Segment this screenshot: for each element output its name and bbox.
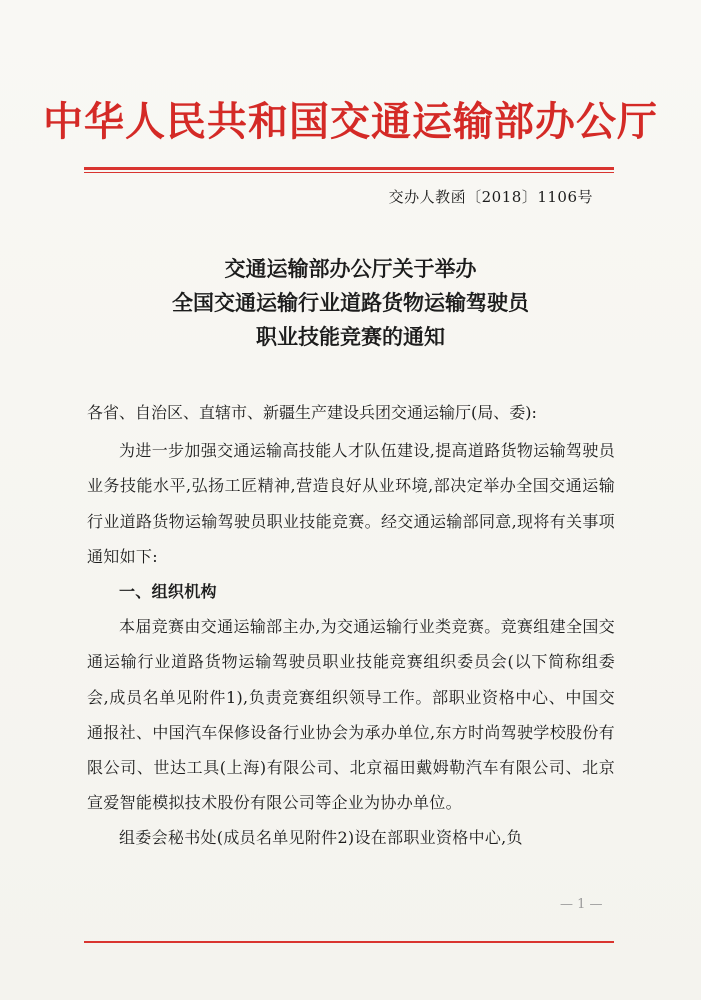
section-paragraph: 本届竞赛由交通运输部主办,为交通运输行业类竞赛。竞赛组建全国交通运输行业道路货物运输驾驶员职业技能竞赛组织委员会(以下简称组委会,成员名单见附件1),负责竞赛组织领导工作。部职业资格中心、中国交通报社、中国汽车保修设备行业协会为承办单位,东方时尚驾驶学校股份有限公司、世达工具(上海)有限公司、北京福田戴姆勒汽车有限公司、北京宣爱智能模拟技术股份有限公司等企业为协办单位。 xyxy=(87,617,615,813)
notice-title-line: 职业技能竞赛的通知 xyxy=(256,325,445,349)
section-heading: 一、组织机构 xyxy=(119,582,217,602)
document-number: 交办人教函〔2018〕1106号 xyxy=(388,188,593,206)
header-red-rule xyxy=(84,167,614,170)
notice-body xyxy=(87,395,615,856)
page-number: — 1 — xyxy=(560,897,603,912)
notice-title-line: 全国交通运输行业道路货物运输驾驶员 xyxy=(172,291,529,315)
issuing-office-title: 中华人民共和国交通运输部办公厅 xyxy=(43,99,658,145)
notice-title xyxy=(0,252,701,354)
salutation: 各省、自治区、直辖市、新疆生产建设兵团交通运输厅(局、委): xyxy=(87,403,537,422)
footer-red-rule xyxy=(84,941,614,943)
section-paragraph-continued: 组委会秘书处(成员名单见附件2)设在部职业资格中心,负 xyxy=(119,828,523,848)
notice-title-line: 交通运输部办公厅关于举办 xyxy=(224,257,477,281)
header-red-rule-thin xyxy=(84,172,614,173)
intro-paragraph: 为进一步加强交通运输高技能人才队伍建设,提高道路货物运输驾驶员业务技能水平,弘扬工匠精神,营造良好从业环境,部决定举办全国交通运输行业道路货物运输驾驶员职业技能竞赛。经交通运输部同意,现将有关事项通知如下: xyxy=(87,441,615,566)
